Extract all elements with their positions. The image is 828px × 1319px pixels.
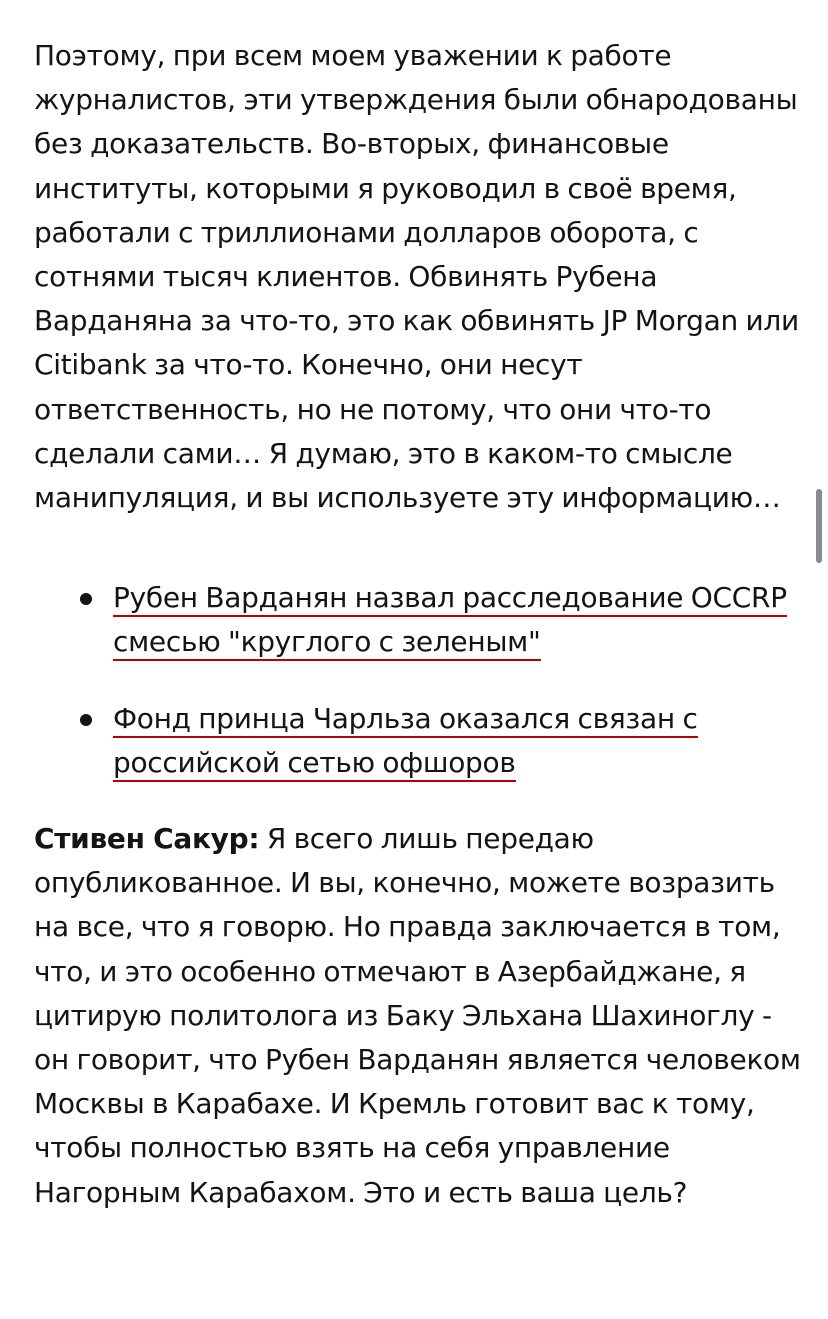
- bullet-icon: [80, 593, 92, 605]
- related-links-list: [34, 576, 804, 785]
- related-link-item: [34, 697, 804, 785]
- scrollbar-thumb[interactable]: [816, 489, 822, 563]
- related-link-varadanyan-occrp[interactable]: Рубен Варданян назвал расследование OCCRP смесью "круглого с зеленым": [113, 581, 787, 661]
- speaker-name: Стивен Сакур:: [34, 822, 260, 856]
- article-paragraph-interview: [34, 817, 804, 1215]
- bullet-icon: [80, 714, 92, 726]
- related-link-item: [34, 576, 804, 664]
- article-paragraph: Поэтому, при всем моем уважении к работе журналистов, эти утверждения были обнародованы без доказательств. Во-вторых, финансовые институты, которыми я руководил в своё время, работали с триллионами долларов оборота, с сотнями тысяч клиентов. Обвинять Рубена Варданяна за что-то, это как обвинять JP Morgan или Citibank за что-то. Конечно, они несут ответственность, но не потому, что они что-то сделали сами… Я думаю, это в каком-то смысле манипуляция, и вы используете эту информацию…: [34, 39, 799, 515]
- speaker-quote: Я всего лишь передаю опубликованное. И вы, конечно, можете возразить на все, что я говорю. Но правда заключается в том, что, и это особенно отмечают в Азербайджане, я цитирую политолога из Баку Эльхана Шахиноглу - он говорит, что Рубен Варданян является человеком Москвы в Карабахе. И Кремль готовит вас к тому, чтобы полностью взять на себя управление Нагорным Карабахом. Это и есть ваша цель?: [34, 822, 801, 1209]
- article-body: [34, 34, 804, 1215]
- related-link-prince-charles-fund[interactable]: Фонд принца Чарльза оказался связан с российской сетью офшоров: [113, 702, 698, 782]
